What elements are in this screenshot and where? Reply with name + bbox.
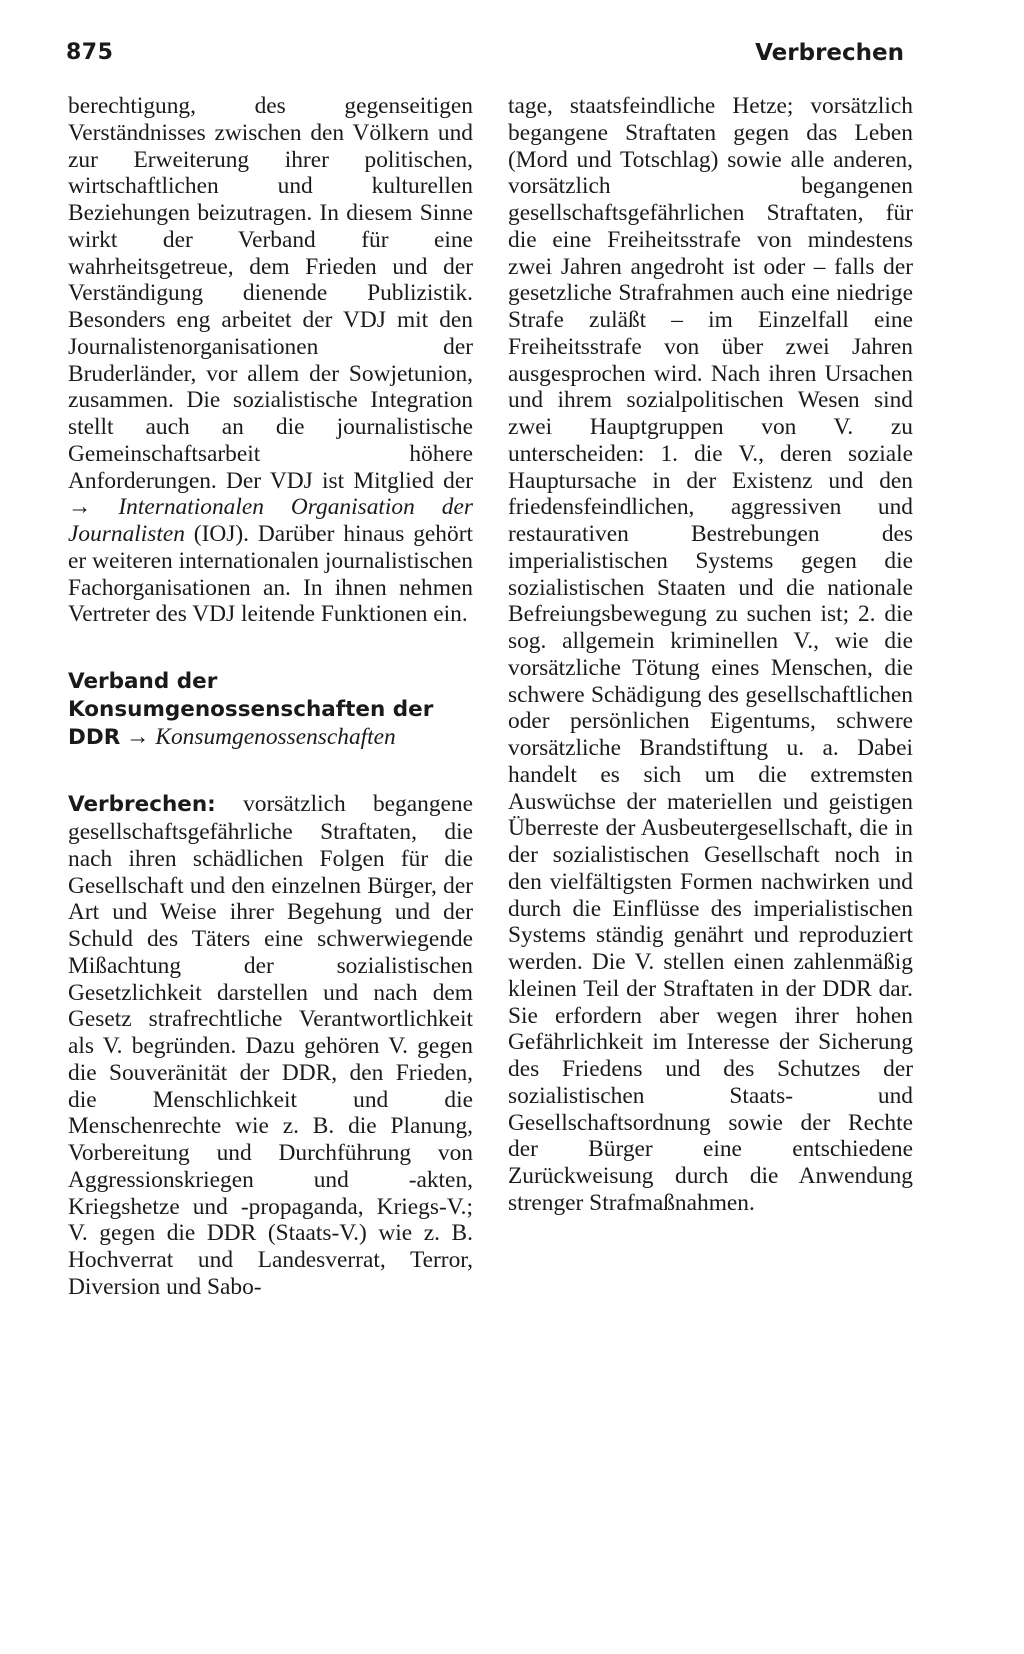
cross-reference-arrow: → xyxy=(126,723,150,750)
entry-headword: Verbrechen: xyxy=(68,792,216,818)
entry-verbrechen-text: vorsätzlich begangene gesellschaftsgefährliche Straftaten, die nach ihren schädlichen Folgen für die Gesellschaft und den einzelnen Bürger, der Art und Weise ihrer Begehung und der Schuld des Täters eine schwerwiegende Mißachtung der sozialistischen Gesetzlichkeit darstellen und nach dem Gesetz strafrechtliche Verantwortlichkeit als V. begründen. Dazu gehören V. gegen die Souveränität der DDR, den Frieden, die Menschlichkeit und die Menschenrechte wie z. B. die Planung, Vorbereitung und Durchführung von Aggressionskriegen und -akten, Kriegshetze und -propaganda, Kriegs-V.; V. gegen die DDR (Staats-V.) wie z. B. Hochverrat und Landesverrat, Terror, Diversion und Sabo- xyxy=(68,791,473,1300)
right-column xyxy=(508,93,913,1217)
paragraph-vdj xyxy=(68,93,473,628)
running-head: Verbrechen xyxy=(755,40,904,66)
cross-reference-arrow: → xyxy=(68,494,92,521)
vdj-end-text: (IOJ). Darüber hinaus gehört er weiteren internationalen journalistischen Fachorganisationen an. In ihnen nehmen Vertreter des VDJ leitende Funktionen ein. xyxy=(68,521,473,628)
entry-verbrechen-continuation: tage, staatsfeindliche Hetze; vorsätzlich begangene Straftaten gegen das Leben (Mord und Totschlag) sowie alle anderen, vorsätzlich begangenen gesellschaftsgefährlichen Straftaten, für die eine Freiheitsstrafe von mindestens zwei Jahren angedroht ist oder – falls der gesetzliche Strafrahmen auch eine niedrige Strafe zuläßt – im Einzelfall eine Freiheitsstrafe von über zwei Jahren ausgesprochen wird. Nach ihren Ursachen und ihrem sozialpolitischen Wesen sind zwei Hauptgruppen von V. zu unterscheiden: 1. die V., deren soziale Hauptursache in der Existenz und den friedensfeindlichen, aggressiven und restaurativen Bestrebungen des imperialistischen Systems gegen die sozialistischen Staaten und die nationale Befreiungsbewegung zu suchen ist; 2. die sog. allgemein kriminellen V., wie die vorsätzliche Tötung eines Menschen, die schwere Schädigung des gesellschaftlichen oder persönlichen Eigentums, schwere vorsätzliche Brandstiftung u. a. Dabei handelt es sich um die extremsten Auswüchse der materiellen und geistigen Überreste der Ausbeutergesellschaft, die in der sozialistischen Gesellschaft noch in den vielfältigsten Formen nachwirken und durch die Einflüsse des imperialistischen Systems ständig genährt und reproduziert werden. Die V. stellen einen zahlenmäßig kleinen Teil der Straftaten in der DDR dar. Sie erfordern aber wegen ihrer hohen Gefährlichkeit im Interesse der Sicherung des Friedens und des Schutzes der sozialistischen Staats- und Gesellschaftsordnung sowie der Rechte der Bürger eine entschiedene Zurückweisung durch die Anwendung strenger Strafmaßnahmen. xyxy=(508,93,913,1216)
left-column xyxy=(68,93,473,1301)
entry-gap xyxy=(68,751,473,791)
vdj-continuation-text: berechtigung, des gegenseitigen Verständnisses zwischen den Völkern und zur Erweiterung ihrer politischen, wirtschaftlichen und kulturellen Beziehungen beizutragen. In diesem Sinne wirkt der Verband für eine wahrheitsgetreue, dem Frieden und der Verständigung dienende Publizistik. Besonders eng arbeitet der VDJ mit den Journalistenorganisationen der Bruderländer, vor allem der Sowjetunion, zusammen. Die sozialistische Integration stellt auch an die journalistische Gemeinschaftsarbeit höhere Anforderungen. Der VDJ ist Mitglied der xyxy=(68,93,473,494)
page-number: 875 xyxy=(66,40,114,65)
entry-gap xyxy=(68,628,473,668)
cross-reference-konsum[interactable]: Konsumgenossenschaften xyxy=(155,723,396,750)
entry-headword: Verband der Konsumgenossenschaften der DDR xyxy=(68,669,434,750)
cross-reference-ioj[interactable]: Internationalen Organisation der Journalisten xyxy=(68,494,473,547)
entry-konsumgenossenschaften xyxy=(68,668,473,751)
entry-verbrechen xyxy=(68,791,473,1300)
